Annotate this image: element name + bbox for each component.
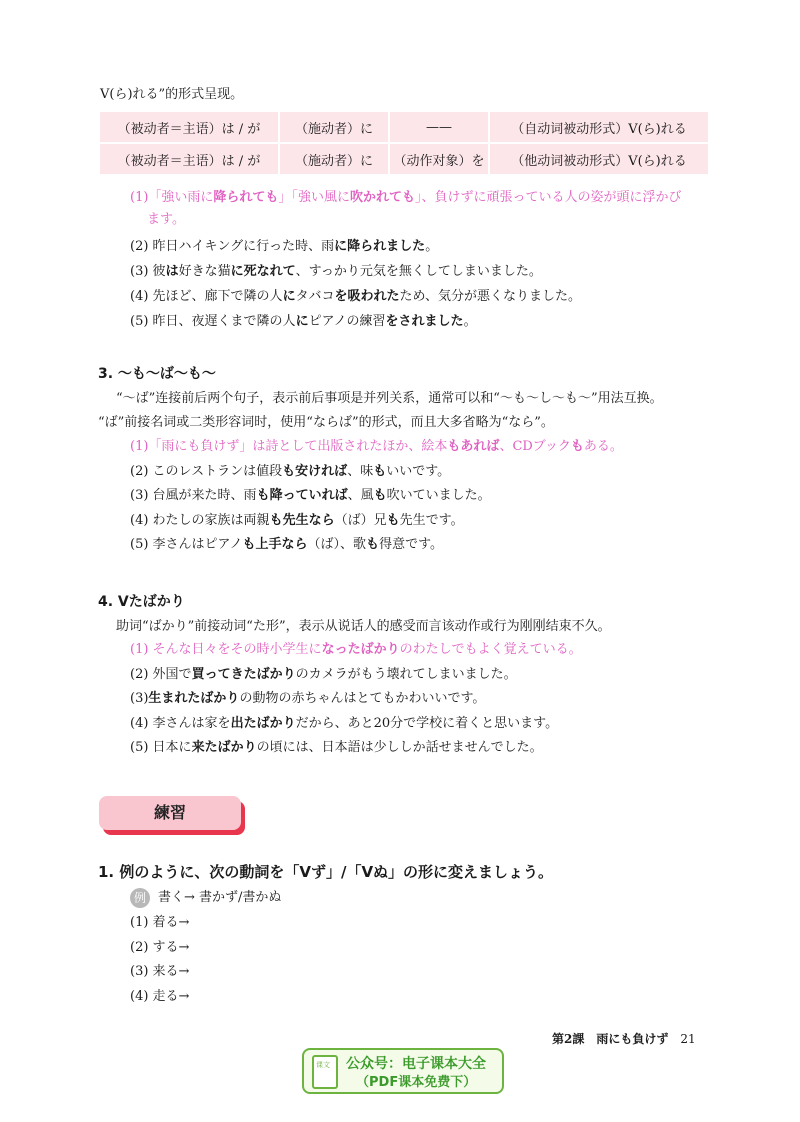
example-sentence — [130, 313, 477, 331]
example-text-segment: 先生です。 — [399, 512, 464, 528]
example-text-segment: の頃には、日本語は少ししか話せませんでした。 — [256, 740, 543, 755]
exercise-item: (2) する→ — [130, 940, 190, 955]
page-number: 21 — [680, 1032, 696, 1046]
example-text-segment: 吹かれても — [349, 190, 415, 205]
example-sentence — [130, 288, 581, 306]
example-text-segment: 出たばかり — [230, 715, 296, 731]
example-sentence — [130, 739, 543, 757]
example-marker: 例 — [130, 888, 150, 908]
example-text-segment: ため、気分が悪くなりました。 — [399, 289, 581, 304]
example-text-segment: (2) このレストランは値段 — [130, 463, 283, 479]
example-text-segment: (5) 昨日、夜遅くまで隣の人 — [130, 314, 296, 329]
example-sentence — [130, 666, 517, 684]
example-text-segment: (2) 外国で — [130, 666, 192, 682]
example-text-segment: 生まれたばかり — [148, 691, 240, 706]
section-4-title: 4. Vたばかり — [98, 594, 185, 610]
example-text-segment: (2) 昨日ハイキングに行った時、雨 — [130, 239, 335, 254]
section-3-desc: “ば”前接名词或二类形容词时，使用“ならば”的形式，而且大多省略为“なら”。 — [98, 415, 554, 430]
table-row — [100, 144, 708, 174]
example-text-segment: なったばかり — [321, 642, 400, 657]
example-text-segment: だから、あと20分で学校に着くと思います。 — [295, 715, 559, 731]
example-sentence — [130, 536, 443, 554]
example-text-segment: (3) — [130, 691, 149, 706]
table-cell: （动作对象）を — [390, 144, 490, 174]
example-text-segment: も — [570, 439, 584, 454]
example-text-segment: 得意です。 — [379, 537, 444, 552]
example-text-segment: に — [282, 289, 296, 304]
example-text-segment: も上手なら — [242, 537, 308, 552]
example-text-segment: タバコ — [295, 289, 335, 304]
example-text-segment: (1)「強い雨に — [130, 190, 214, 205]
example-text-segment: 、味 — [347, 463, 374, 479]
page-footer — [552, 1030, 696, 1047]
table-cell: （他动词被动形式）V(ら)れる — [511, 153, 687, 169]
example-sentence — [130, 238, 438, 256]
table-cell: （被动者＝主语）は / が — [100, 144, 280, 174]
table-cell: （施动者）に — [280, 144, 390, 174]
example-sentence — [130, 715, 558, 733]
example-text-segment: 降られても — [213, 190, 279, 205]
example-text-segment: 好きな猫 — [178, 264, 231, 279]
example-text-segment: ピアノの練習 — [308, 314, 386, 329]
example-text-segment: (4) 先ほど、廊下で隣の人 — [130, 289, 283, 304]
example-text-segment: も降っていれば — [256, 488, 348, 503]
example-text-segment: 」「強い風に — [278, 190, 350, 205]
passive-pattern-table — [100, 112, 708, 174]
example-sentence — [130, 438, 623, 456]
section-4-desc: 助词“ばかり”前接动词“た形”，表示从说话人的感受而言该动作或行为刚刚结束不久。 — [116, 619, 611, 634]
example-text-segment: 。 — [463, 314, 477, 329]
example-text-segment: も — [373, 488, 387, 503]
example-text-segment: 」、負けずに頑張っている人の姿が頭に浮かび — [414, 190, 682, 205]
example-text-segment: (5) 李さんはピアノ — [130, 537, 243, 552]
example-sentence — [130, 263, 542, 281]
example-text-segment: (5) 日本に — [130, 740, 192, 755]
table-cell: —— — [390, 112, 490, 144]
watermark-line-2: （PDF课本免费下） — [356, 1075, 477, 1090]
example-text-segment: の動物の赤ちゃんはとてもかわいいです。 — [239, 691, 486, 706]
example-text-segment: に降られました — [334, 239, 426, 254]
example-text-segment: 、風 — [347, 488, 374, 503]
example-text-segment: 、CDブック — [499, 439, 571, 454]
example-text-segment: (3) 彼 — [130, 264, 166, 279]
example-text-segment: (1)「雨にも負けず」は詩として出版されたほか、絵本 — [130, 439, 448, 454]
example-text-segment: も — [386, 512, 400, 528]
example-text-segment: (1) そんな日々をその時小学生に — [130, 642, 322, 657]
exercise-question: 1. 例のように、次の動詞を「Vず」/「Vぬ」の形に変えましょう。 — [98, 863, 554, 881]
example-text-segment: （ば）兄 — [334, 512, 387, 528]
book-icon — [312, 1055, 338, 1089]
example-sentence — [130, 641, 582, 659]
example-text-segment: (4) わたしの家族は両親 — [130, 512, 270, 528]
example-text-segment: を吸われた — [334, 289, 400, 304]
example-text-segment: も先生なら — [269, 512, 335, 528]
table-cell: （被动者＝主语）は / が — [100, 112, 280, 144]
table-row — [100, 112, 708, 144]
table-cell: （施动者）に — [280, 112, 390, 144]
example-text-segment: も — [366, 537, 380, 552]
section-3-title: 3. ～も～ば～も～ — [98, 366, 216, 382]
example-text-segment: も — [373, 463, 387, 479]
example-text-segment: （ば）、歌 — [307, 537, 367, 552]
section-3-desc: “～ば”连接前后两个句子，表示前后事项是并列关系，通常可以和“～も～し～も～”用法互换。 — [116, 391, 663, 406]
example-text-segment: (4) 李さんは家を — [130, 715, 231, 731]
example-text: 書く→ 書かず/書かぬ — [158, 890, 282, 905]
example-sentence — [130, 690, 485, 708]
example-sentence — [130, 487, 491, 505]
intro-line: V(ら)れる”的形式呈现。 — [100, 87, 244, 102]
exercise-item: (4) 走る→ — [130, 989, 190, 1004]
example-text-segment: ある。 — [583, 439, 623, 454]
example-text-segment: をされました — [385, 314, 464, 329]
example-text-segment: に — [295, 314, 309, 329]
example-text-segment: いいです。 — [386, 463, 451, 479]
example-sentence — [130, 189, 681, 207]
exercise-item: (1) 着る→ — [130, 915, 190, 930]
example-text-segment: ます。 — [147, 212, 185, 227]
watermark-line-1: 公众号：电子课本大全 — [346, 1056, 486, 1072]
example-text-segment: のカメラがもう壊れてしまいました。 — [295, 666, 517, 682]
example-text-segment: もあれば — [447, 439, 500, 454]
example-text-segment: は — [165, 264, 179, 279]
example-sentence — [130, 463, 450, 481]
example-text-segment: 吹いていました。 — [386, 488, 491, 503]
example-text-segment: 。 — [425, 239, 439, 254]
example-text-segment: のわたしでもよく覚えている。 — [399, 642, 582, 657]
example-text-segment: 買ってきたばかり — [191, 666, 296, 682]
example-sentence — [130, 512, 464, 530]
example-text-segment: (3) 台風が来た時、雨 — [130, 488, 257, 503]
example-sentence — [147, 211, 185, 229]
example-text-segment: に死なれて — [230, 264, 296, 279]
table-cell: （自动词被动形式）V(ら)れる — [490, 112, 708, 144]
exercise-item: (3) 来る→ — [130, 964, 190, 979]
example-text-segment: も安ければ — [282, 463, 348, 479]
practice-tag: 練習 — [99, 796, 241, 830]
watermark-banner — [302, 1048, 504, 1094]
example-text-segment: 、すっかり元気を無くしてしまいました。 — [295, 264, 542, 279]
book-icon-label: 课文 — [316, 1061, 330, 1069]
example-text-segment: 来たばかり — [191, 740, 257, 755]
lesson-title: 第2課 雨にも負けず — [552, 1032, 669, 1046]
